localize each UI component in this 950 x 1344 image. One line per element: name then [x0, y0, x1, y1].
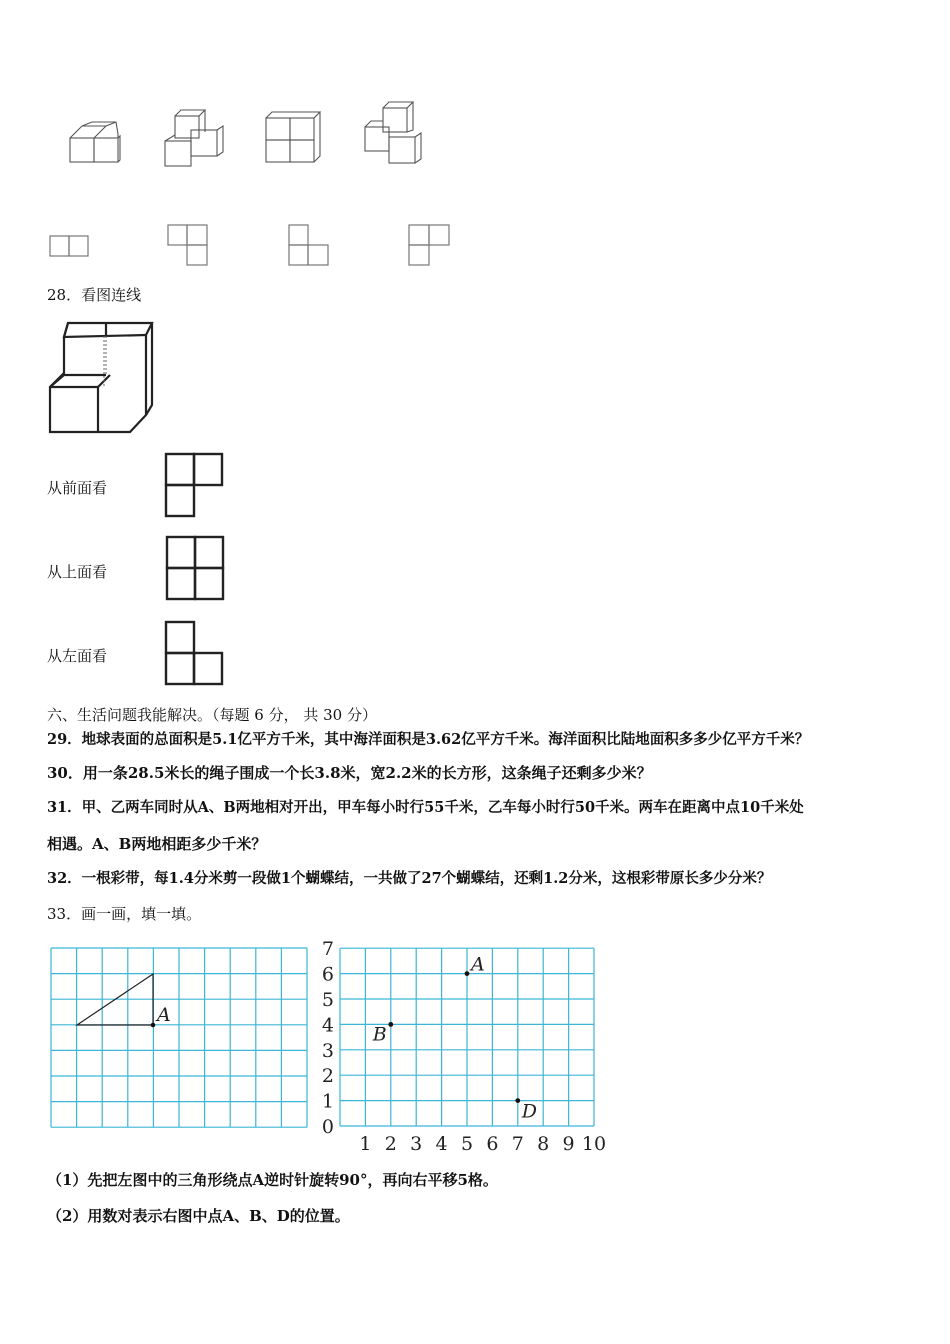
point-d — [515, 1098, 520, 1103]
y-tick-label: 1 — [321, 1090, 334, 1113]
view-label-top: 从上面看 — [47, 563, 108, 581]
q30-text: 30．用一条28.5米长的绳子围成一个长3.8米，宽2.2米的长方形，这条绳子还剩多少米？ — [47, 764, 652, 782]
view-label-left: 从左面看 — [47, 647, 108, 665]
point-b — [388, 1022, 393, 1027]
x-tick-labels — [359, 1133, 606, 1155]
x-tick-label: 10 — [581, 1133, 607, 1155]
point-d-label: D — [521, 1100, 538, 1123]
q31-line2: 相遇。A、B两地相距多少千米？ — [47, 835, 267, 853]
x-tick-label: 9 — [562, 1133, 575, 1155]
y-tick-label: 0 — [321, 1116, 334, 1138]
y-tick-label: 7 — [321, 938, 334, 961]
x-tick-label: 7 — [511, 1133, 524, 1155]
q29-text: 29．地球表面的总面积是5.1亿平方千米，其中海洋面积是3.62亿平方千米。海洋面积比陆地面积多多少亿平方千米？ — [47, 731, 810, 748]
q33-title: 33．画一画，填一填。 — [47, 905, 202, 923]
x-tick-label: 2 — [384, 1133, 397, 1155]
q33-sub2: （2）用数对表示右图中点A、B、D的位置。 — [47, 1207, 350, 1225]
point-b-label: B — [372, 1023, 387, 1046]
y-tick-label: 5 — [321, 989, 334, 1011]
view-label-front: 从前面看 — [47, 479, 108, 497]
point-a-label: A — [471, 953, 485, 976]
y-tick-labels — [322, 938, 334, 1138]
section-6-heading: 六、生活问题我能解决。（每题 6 分， 共 30 分） — [47, 706, 377, 724]
x-tick-label: 8 — [537, 1133, 550, 1155]
y-tick-label: 6 — [321, 963, 334, 986]
x-tick-label: 4 — [435, 1133, 448, 1155]
coordinate-points — [372, 954, 537, 1123]
x-tick-label: 6 — [486, 1133, 499, 1155]
q28-title: 28．看图连线 — [47, 286, 142, 304]
left-point-a-label: A — [157, 1004, 171, 1026]
q33-sub1: （1）先把左图中的三角形绕点A逆时针旋转90°，再向右平移5格。 — [47, 1171, 498, 1189]
x-tick-label: 1 — [359, 1133, 372, 1155]
y-tick-label: 3 — [321, 1039, 334, 1062]
y-tick-label: 2 — [321, 1065, 334, 1088]
q31-line1: 31．甲、乙两车同时从A、B两地相对开出，甲车每小时行55千米，乙车每小时行50千米。两车在距离中点10千米处 — [47, 799, 804, 816]
point-a — [465, 971, 470, 976]
q32-text: 32．一根彩带，每1.4分米剪一段做1个蝴蝶结，一共做了27个蝴蝶结，还剩1.2分米，这根彩带原长多少分米？ — [47, 870, 772, 887]
x-tick-label: 5 — [460, 1133, 474, 1155]
x-tick-label: 3 — [410, 1133, 423, 1155]
y-tick-label: 4 — [321, 1014, 334, 1037]
